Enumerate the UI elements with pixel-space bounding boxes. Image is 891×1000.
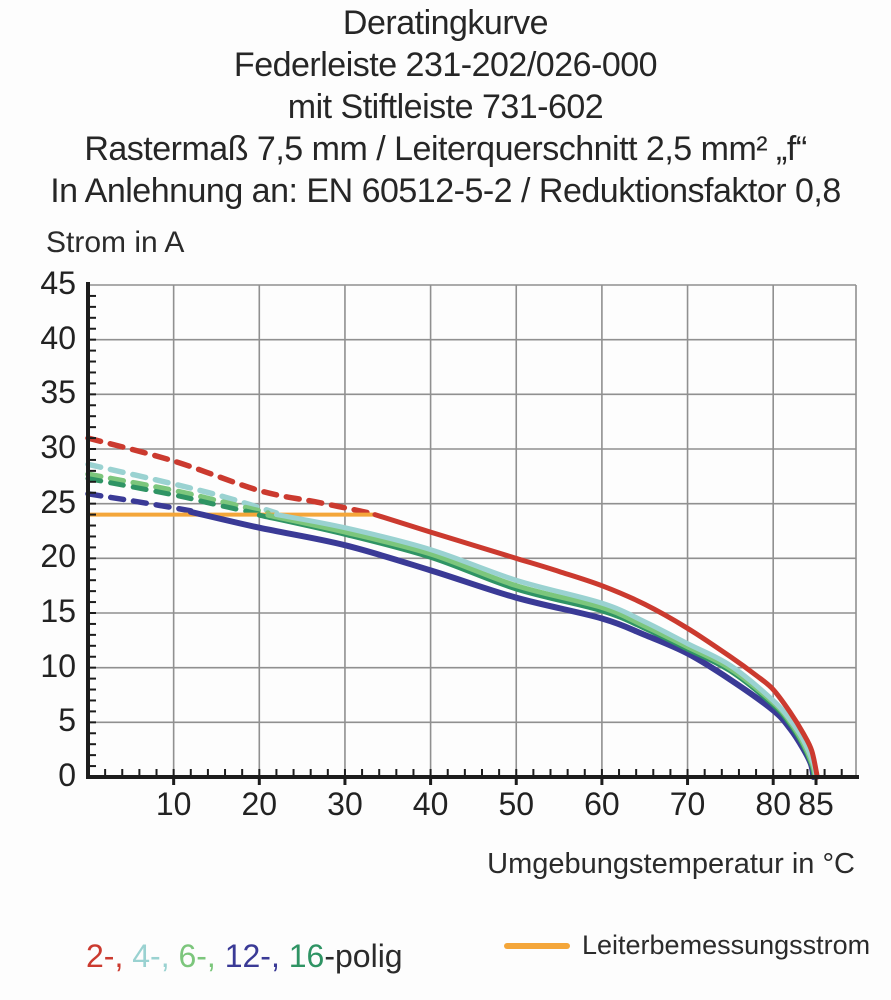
y-tick-label: 25 (40, 483, 76, 520)
y-tick-label: 30 (40, 429, 76, 465)
title-line-2: Federleiste 231-202/026-000 (233, 46, 658, 84)
x-tick-label: 40 (412, 786, 449, 822)
title-line-1: Deratingkurve (342, 4, 549, 42)
series-16-polig (259, 515, 814, 777)
legend-item: 16 (288, 938, 325, 974)
legend-item: -polig (324, 938, 403, 974)
y-tick-label: 5 (58, 702, 76, 739)
x-tick-label: 85 (798, 786, 834, 822)
x-tick-label: 80 (755, 786, 791, 822)
series-6-polig (268, 515, 815, 777)
x-tick-label: 50 (498, 786, 535, 822)
x-tick-label: 70 (669, 786, 706, 822)
rated-line-swatch (504, 943, 570, 949)
y-tick-label: 35 (40, 374, 76, 411)
y-tick-label: 15 (40, 593, 76, 629)
legend-rated (504, 930, 870, 961)
x-tick-label: 10 (155, 786, 192, 822)
rated-label: Leiterbemessungsstrom (582, 930, 871, 960)
y-tick-label: 20 (40, 538, 76, 575)
title-line-5: In Anlehnung an: EN 60512-5-2 / Reduktionsfaktor 0,8 (50, 172, 841, 210)
y-tick-label: 40 (40, 319, 76, 356)
legend-item: 2-, (86, 938, 133, 974)
x-tick-label: 60 (584, 786, 620, 822)
y-tick-label: 10 (40, 647, 76, 684)
x-tick-label: 30 (327, 786, 363, 822)
legend-item: 6-, (178, 938, 225, 974)
legend-item: 12-, (224, 938, 289, 974)
series-12-polig-dashed (88, 494, 191, 511)
title-line-4: Rastermaß 7,5 mm / Leiterquerschnitt 2,5 mm² „f“ (84, 130, 807, 168)
legend-poles (86, 938, 403, 975)
title-line-3: mit Stiftleiste 731-602 (287, 88, 604, 126)
x-tick-label: 20 (241, 786, 278, 822)
y-tick-label: 45 (40, 265, 76, 301)
x-axis-label: Umgebungstemperatur in °C (487, 848, 855, 880)
legend-item: 4-, (132, 938, 179, 974)
series-4-polig (276, 515, 816, 777)
y-axis-label: Strom in A (46, 226, 185, 259)
y-tick-label: 0 (58, 757, 76, 793)
